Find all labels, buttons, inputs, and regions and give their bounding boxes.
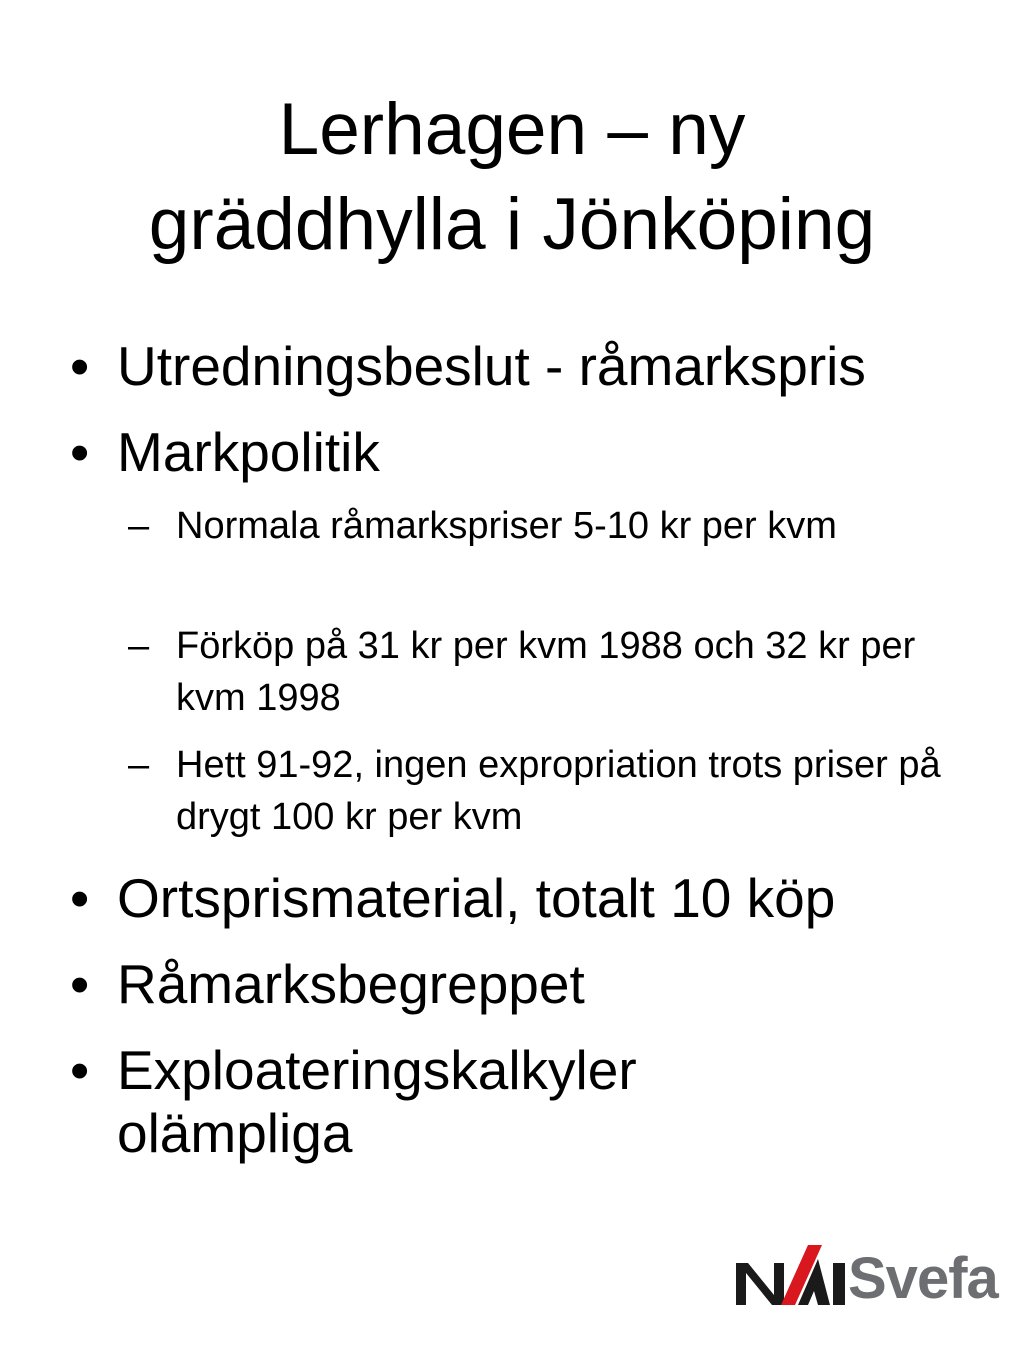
svefa-wordmark: Svefa bbox=[848, 1246, 998, 1311]
logo-n-shape bbox=[736, 1263, 784, 1305]
sub-list-item bbox=[0, 500, 950, 552]
bullet-icon: • bbox=[70, 867, 90, 929]
bullet-text: Råmarksbegreppet bbox=[117, 953, 585, 1015]
logo-i-shape bbox=[833, 1263, 845, 1305]
bullet-icon: • bbox=[70, 421, 90, 483]
list-item bbox=[0, 953, 980, 1016]
slide-title bbox=[40, 82, 984, 272]
bullet-text: Exploateringskalkyler olämpliga bbox=[117, 1039, 637, 1164]
list-item bbox=[0, 421, 980, 484]
bullet-icon: • bbox=[70, 335, 90, 397]
list-item bbox=[0, 1039, 760, 1165]
bullet-text: Utredningsbeslut - råmarkspris bbox=[117, 335, 866, 397]
sub-bullet-text: Normala råmarkspriser 5-10 kr per kvm bbox=[176, 505, 837, 547]
sub-list-item bbox=[0, 739, 950, 843]
list-item bbox=[0, 335, 980, 398]
bullet-icon: • bbox=[70, 1039, 90, 1101]
sub-bullet-text: Förköp på 31 kr per kvm 1988 och 32 kr per kvm 1998 bbox=[176, 625, 916, 719]
bullet-icon: • bbox=[70, 953, 90, 1015]
sub-bullet-text: Hett 91-92, ingen expropriation trots priser på drygt 100 kr per kvm bbox=[176, 744, 941, 838]
dash-icon: – bbox=[128, 505, 150, 547]
bullet-text: Ortsprismaterial, totalt 10 köp bbox=[117, 867, 836, 929]
bullet-text: Markpolitik bbox=[117, 421, 380, 483]
dash-icon: – bbox=[128, 744, 150, 786]
dash-icon: – bbox=[128, 625, 150, 667]
title-line-2: gräddhylla i Jönköping bbox=[148, 184, 876, 265]
title-line-1: Lerhagen – ny bbox=[278, 89, 746, 170]
sub-list-item bbox=[0, 620, 950, 724]
list-item bbox=[0, 867, 980, 930]
